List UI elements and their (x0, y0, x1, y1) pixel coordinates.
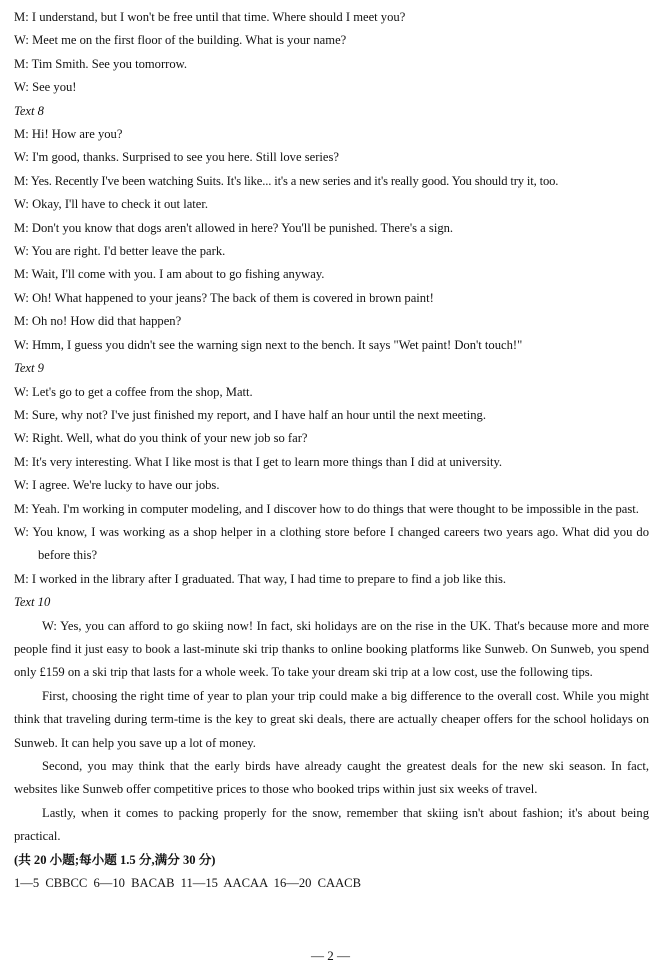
section-heading: Text 8 (14, 103, 44, 118)
dialogue-line: M: Hi! How are you? (14, 127, 123, 142)
dialogue-line: W: See you! (14, 80, 77, 95)
dialogue-line: M: Don't you know that dogs aren't allowed in here? You'll be punished. There's a sign. (14, 220, 454, 235)
text9-section (14, 357, 649, 591)
dialogue-line: W: Oh! What happened to your jeans? The back of them is covered in brown paint! (14, 290, 434, 305)
section-heading: Text 10 (14, 595, 51, 610)
text10-section (14, 591, 649, 848)
dialogue-line: M: Yeah. I'm working in computer modeling, and I discover how to do things that were thought to be impossible in the past. (14, 501, 639, 516)
dialogue-line: W: Right. Well, what do you think of your new job so far? (14, 431, 308, 446)
monologue-paragraph: Second, you may think that the early birds have already caught the greatest deals for the new ski season. In fact, websites like Sunweb offer competitive prices to those who booked trips within just six weeks of travel. (14, 759, 649, 797)
dialogue-line: W: You know, I was working as a shop helper in a clothing store before I changed careers two years ago. What did you do before this? (14, 524, 649, 563)
monologue-paragraph: First, choosing the right time of year to plan your trip could make a big difference to the overall cost. While you might think that traveling during term-time is the key to great ski deals, there are actually cheaper offers for the school holidays on Sunweb. It can help you save up a lot of money. (14, 688, 649, 750)
dialogue-continuation (14, 6, 649, 100)
dialogue-line: M: It's very interesting. What I like most is that I get to learn more things than I did at university. (14, 454, 503, 469)
section-heading: Text 9 (14, 361, 44, 376)
dialogue-line: M: I worked in the library after I graduated. That way, I had time to prepare to find a job like this. (14, 571, 507, 586)
monologue-paragraph: W: Yes, you can afford to go skiing now! In fact, ski holidays are on the rise in the UK. That's because more and more people find it just easy to book a last-minute ski trip thanks to online booking platforms like Sunweb. On Sunweb, you spend only £159 on a ski trip that lasts for a whole week. To take your dream ski trip at a low cost, use the following tips. (14, 618, 649, 680)
dialogue-line: W: Let's go to get a coffee from the shop, Matt. (14, 384, 253, 399)
dialogue-line: M: Tim Smith. See you tomorrow. (14, 56, 188, 71)
text8-section (14, 100, 649, 357)
dialogue-line: W: Hmm, I guess you didn't see the warning sign next to the bench. It says "Wet paint! Don't touch!" (14, 337, 523, 352)
dialogue-line: W: I agree. We're lucky to have our jobs. (14, 478, 220, 493)
dialogue-line: M: Oh no! How did that happen? (14, 314, 182, 329)
scoring-note: (共 20 小题;每小题 1.5 分,满分 30 分) (14, 852, 216, 867)
dialogue-line: W: You are right. I'd better leave the park. (14, 244, 226, 259)
answer-key: 1—5 CBBCC 6—10 BACAB 11—15 AACAA 16—20 CAACB (14, 876, 361, 891)
monologue-paragraph: Lastly, when it comes to packing properly for the snow, remember that skiing isn't about fashion; it's about being practical. (14, 805, 649, 844)
page-number: — 2 — (311, 948, 350, 963)
dialogue-line: W: Meet me on the first floor of the building. What is your name? (14, 33, 347, 48)
dialogue-line: M: Yes. Recently I've been watching Suits. It's like... it's a new series and it's really good. You should try it, too. (14, 173, 559, 188)
dialogue-line: W: Okay, I'll have to check it out later. (14, 197, 209, 212)
dialogue-line: M: Wait, I'll come with you. I am about to go fishing anyway. (14, 267, 325, 282)
dialogue-line: M: Sure, why not? I've just finished my report, and I have half an hour until the next meeting. (14, 407, 486, 422)
dialogue-line: M: I understand, but I won't be free until that time. Where should I meet you? (14, 10, 406, 24)
dialogue-line: W: I'm good, thanks. Surprised to see you here. Still love series? (14, 150, 339, 165)
